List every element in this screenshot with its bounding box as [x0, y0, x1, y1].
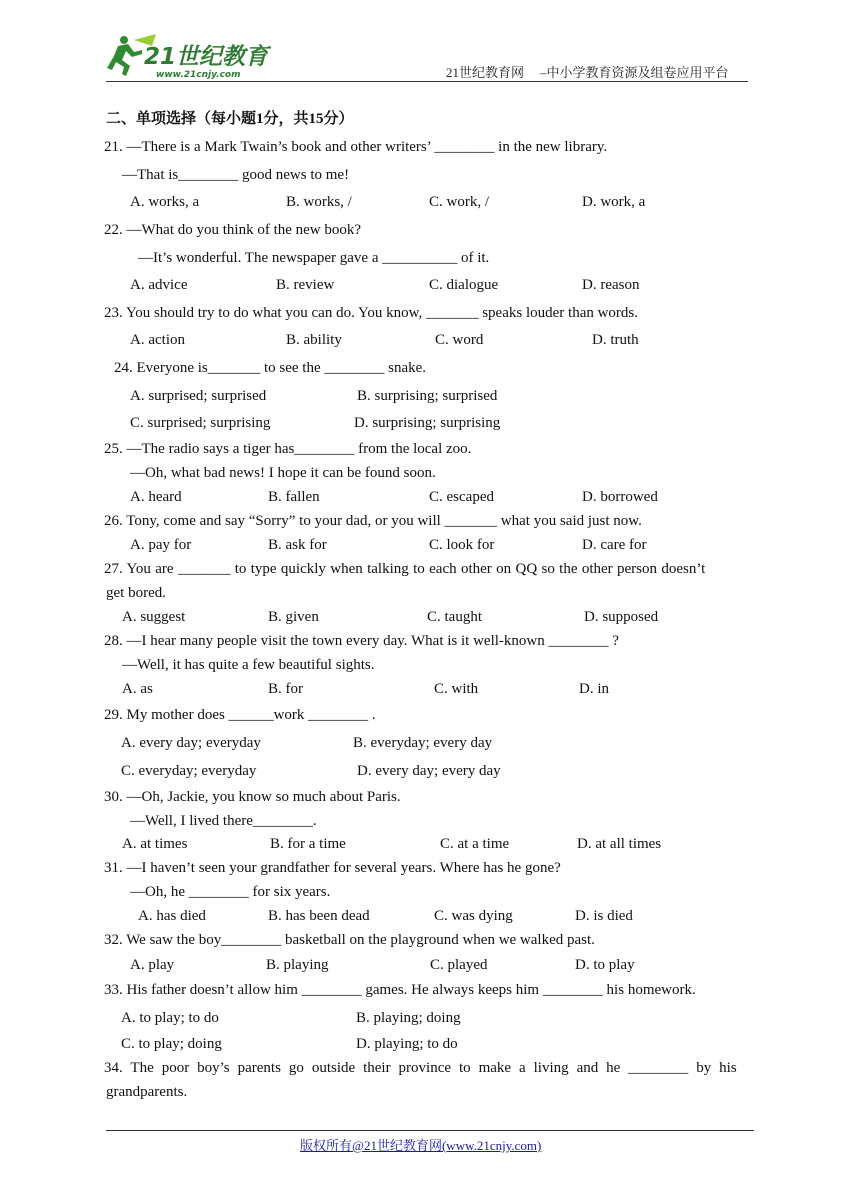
option-23-d: D. truth: [592, 332, 639, 348]
option-27-a: A. suggest: [122, 609, 186, 625]
question-33: 33. His father doesn’t allow him ________ games. He always keeps him ________ his homework.: [104, 982, 696, 998]
header-tagline: –中小学教育资源及组卷应用平台: [540, 65, 729, 80]
option-33-a: A. to play; to do: [121, 1010, 219, 1026]
question-29: 29. My mother does ______work ________ .: [104, 707, 376, 723]
option-26-a: A. pay for: [130, 537, 192, 553]
option-27-c: C. taught: [427, 609, 482, 625]
site-logo: [104, 32, 284, 82]
option-21-c: C. work, /: [429, 194, 489, 210]
logo-url: www.21cnjy.com: [156, 70, 241, 80]
question-21: 21. —There is a Mark Twain’s book and other writers’ ________ in the new library.: [104, 139, 608, 155]
option-21-b: B. works, /: [286, 194, 352, 210]
section-title: 二、单项选择（每小题1分，共15分）: [106, 111, 354, 127]
question-26: 26. Tony, come and say “Sorry” to your dad, or you will _______ what you said just now.: [104, 513, 642, 529]
option-22-b: B. review: [276, 277, 335, 293]
question-31-reply: —Oh, he ________ for six years.: [130, 884, 331, 900]
option-30-c: C. at a time: [440, 836, 510, 852]
option-26-b: B. ask for: [268, 537, 327, 553]
option-32-b: B. playing: [266, 957, 329, 973]
option-25-a: A. heard: [130, 489, 182, 505]
option-27-d: D. supposed: [584, 609, 659, 625]
question-30: 30. —Oh, Jackie, you know so much about Paris.: [104, 789, 401, 805]
option-25-b: B. fallen: [268, 489, 320, 505]
option-24-a: A. surprised; surprised: [130, 388, 267, 404]
option-23-a: A. action: [130, 332, 185, 348]
option-30-a: A. at times: [122, 836, 188, 852]
option-24-d: D. surprising; surprising: [354, 415, 501, 431]
option-33-d: D. playing; to do: [356, 1036, 458, 1052]
option-25-c: C. escaped: [429, 489, 494, 505]
option-32-a: A. play: [130, 957, 175, 973]
option-23-c: C. word: [435, 332, 484, 348]
question-22: 22. —What do you think of the new book?: [104, 222, 362, 238]
question-34: 34. The poor boy’s parents go outside their province to make a living and he ________ by his: [104, 1060, 737, 1076]
question-28: 28. —I hear many people visit the town every day. What is it well-known ________ ?: [104, 633, 619, 649]
option-33-b: B. playing; doing: [356, 1010, 461, 1026]
question-22-reply: —It’s wonderful. The newspaper gave a __________ of it.: [138, 250, 490, 266]
option-21-d: D. work, a: [582, 194, 646, 210]
option-30-b: B. for a time: [270, 836, 346, 852]
option-31-d: D. is died: [575, 908, 633, 924]
option-26-d: D. care for: [582, 537, 647, 553]
option-22-c: C. dialogue: [429, 277, 499, 293]
option-30-d: D. at all times: [577, 836, 662, 852]
option-29-b: B. everyday; every day: [353, 735, 493, 751]
option-26-c: C. look for: [429, 537, 495, 553]
question-24: 24. Everyone is_______ to see the ________ snake.: [114, 360, 427, 376]
question-32: 32. We saw the boy________ basketball on the playground when we walked past.: [104, 932, 595, 948]
option-28-d: D. in: [579, 681, 609, 697]
question-28-reply: —Well, it has quite a few beautiful sights.: [122, 657, 375, 673]
option-31-c: C. was dying: [434, 908, 513, 924]
footer-copyright-link[interactable]: 版权所有@21世纪教育网(www.21cnjy.com): [300, 1138, 542, 1153]
question-27: 27. You are _______ to type quickly when talking to each other on QQ so the other person doesn’t: [104, 561, 706, 577]
option-28-c: C. with: [434, 681, 479, 697]
option-31-b: B. has been dead: [268, 908, 370, 924]
question-23: 23. You should try to do what you can do. You know, _______ speaks louder than words.: [104, 305, 639, 321]
option-32-c: C. played: [430, 957, 488, 973]
question-25-reply: —Oh, what bad news! I hope it can be found soon.: [130, 465, 436, 481]
header-rule: [106, 81, 748, 82]
question-27-cont: get bored.: [106, 585, 166, 601]
option-31-a: A. has died: [138, 908, 206, 924]
option-29-a: A. every day; everyday: [121, 735, 261, 751]
question-34-cont: grandparents.: [106, 1084, 188, 1100]
option-29-d: D. every day; every day: [357, 763, 501, 779]
header-site-name: 21世纪教育网: [446, 65, 525, 80]
question-31: 31. —I haven’t seen your grandfather for several years. Where has he gone?: [104, 860, 561, 876]
option-24-b: B. surprising; surprised: [357, 388, 498, 404]
option-21-a: A. works, a: [130, 194, 200, 210]
question-30-reply: —Well, I lived there________.: [130, 813, 317, 829]
option-22-a: A. advice: [130, 277, 188, 293]
option-25-d: D. borrowed: [582, 489, 658, 505]
option-23-b: B. ability: [286, 332, 342, 348]
question-21-reply: —That is________ good news to me!: [122, 167, 350, 183]
option-22-d: D. reason: [582, 277, 640, 293]
option-28-b: B. for: [268, 681, 303, 697]
footer-rule: [106, 1130, 754, 1131]
option-29-c: C. everyday; everyday: [121, 763, 257, 779]
option-33-c: C. to play; doing: [121, 1036, 222, 1052]
question-25: 25. —The radio says a tiger has________ from the local zoo.: [104, 441, 472, 457]
option-24-c: C. surprised; surprising: [130, 415, 271, 431]
option-28-a: A. as: [122, 681, 153, 697]
option-32-d: D. to play: [575, 957, 635, 973]
option-27-b: B. given: [268, 609, 319, 625]
logo-text: 21世纪教育: [144, 44, 269, 70]
